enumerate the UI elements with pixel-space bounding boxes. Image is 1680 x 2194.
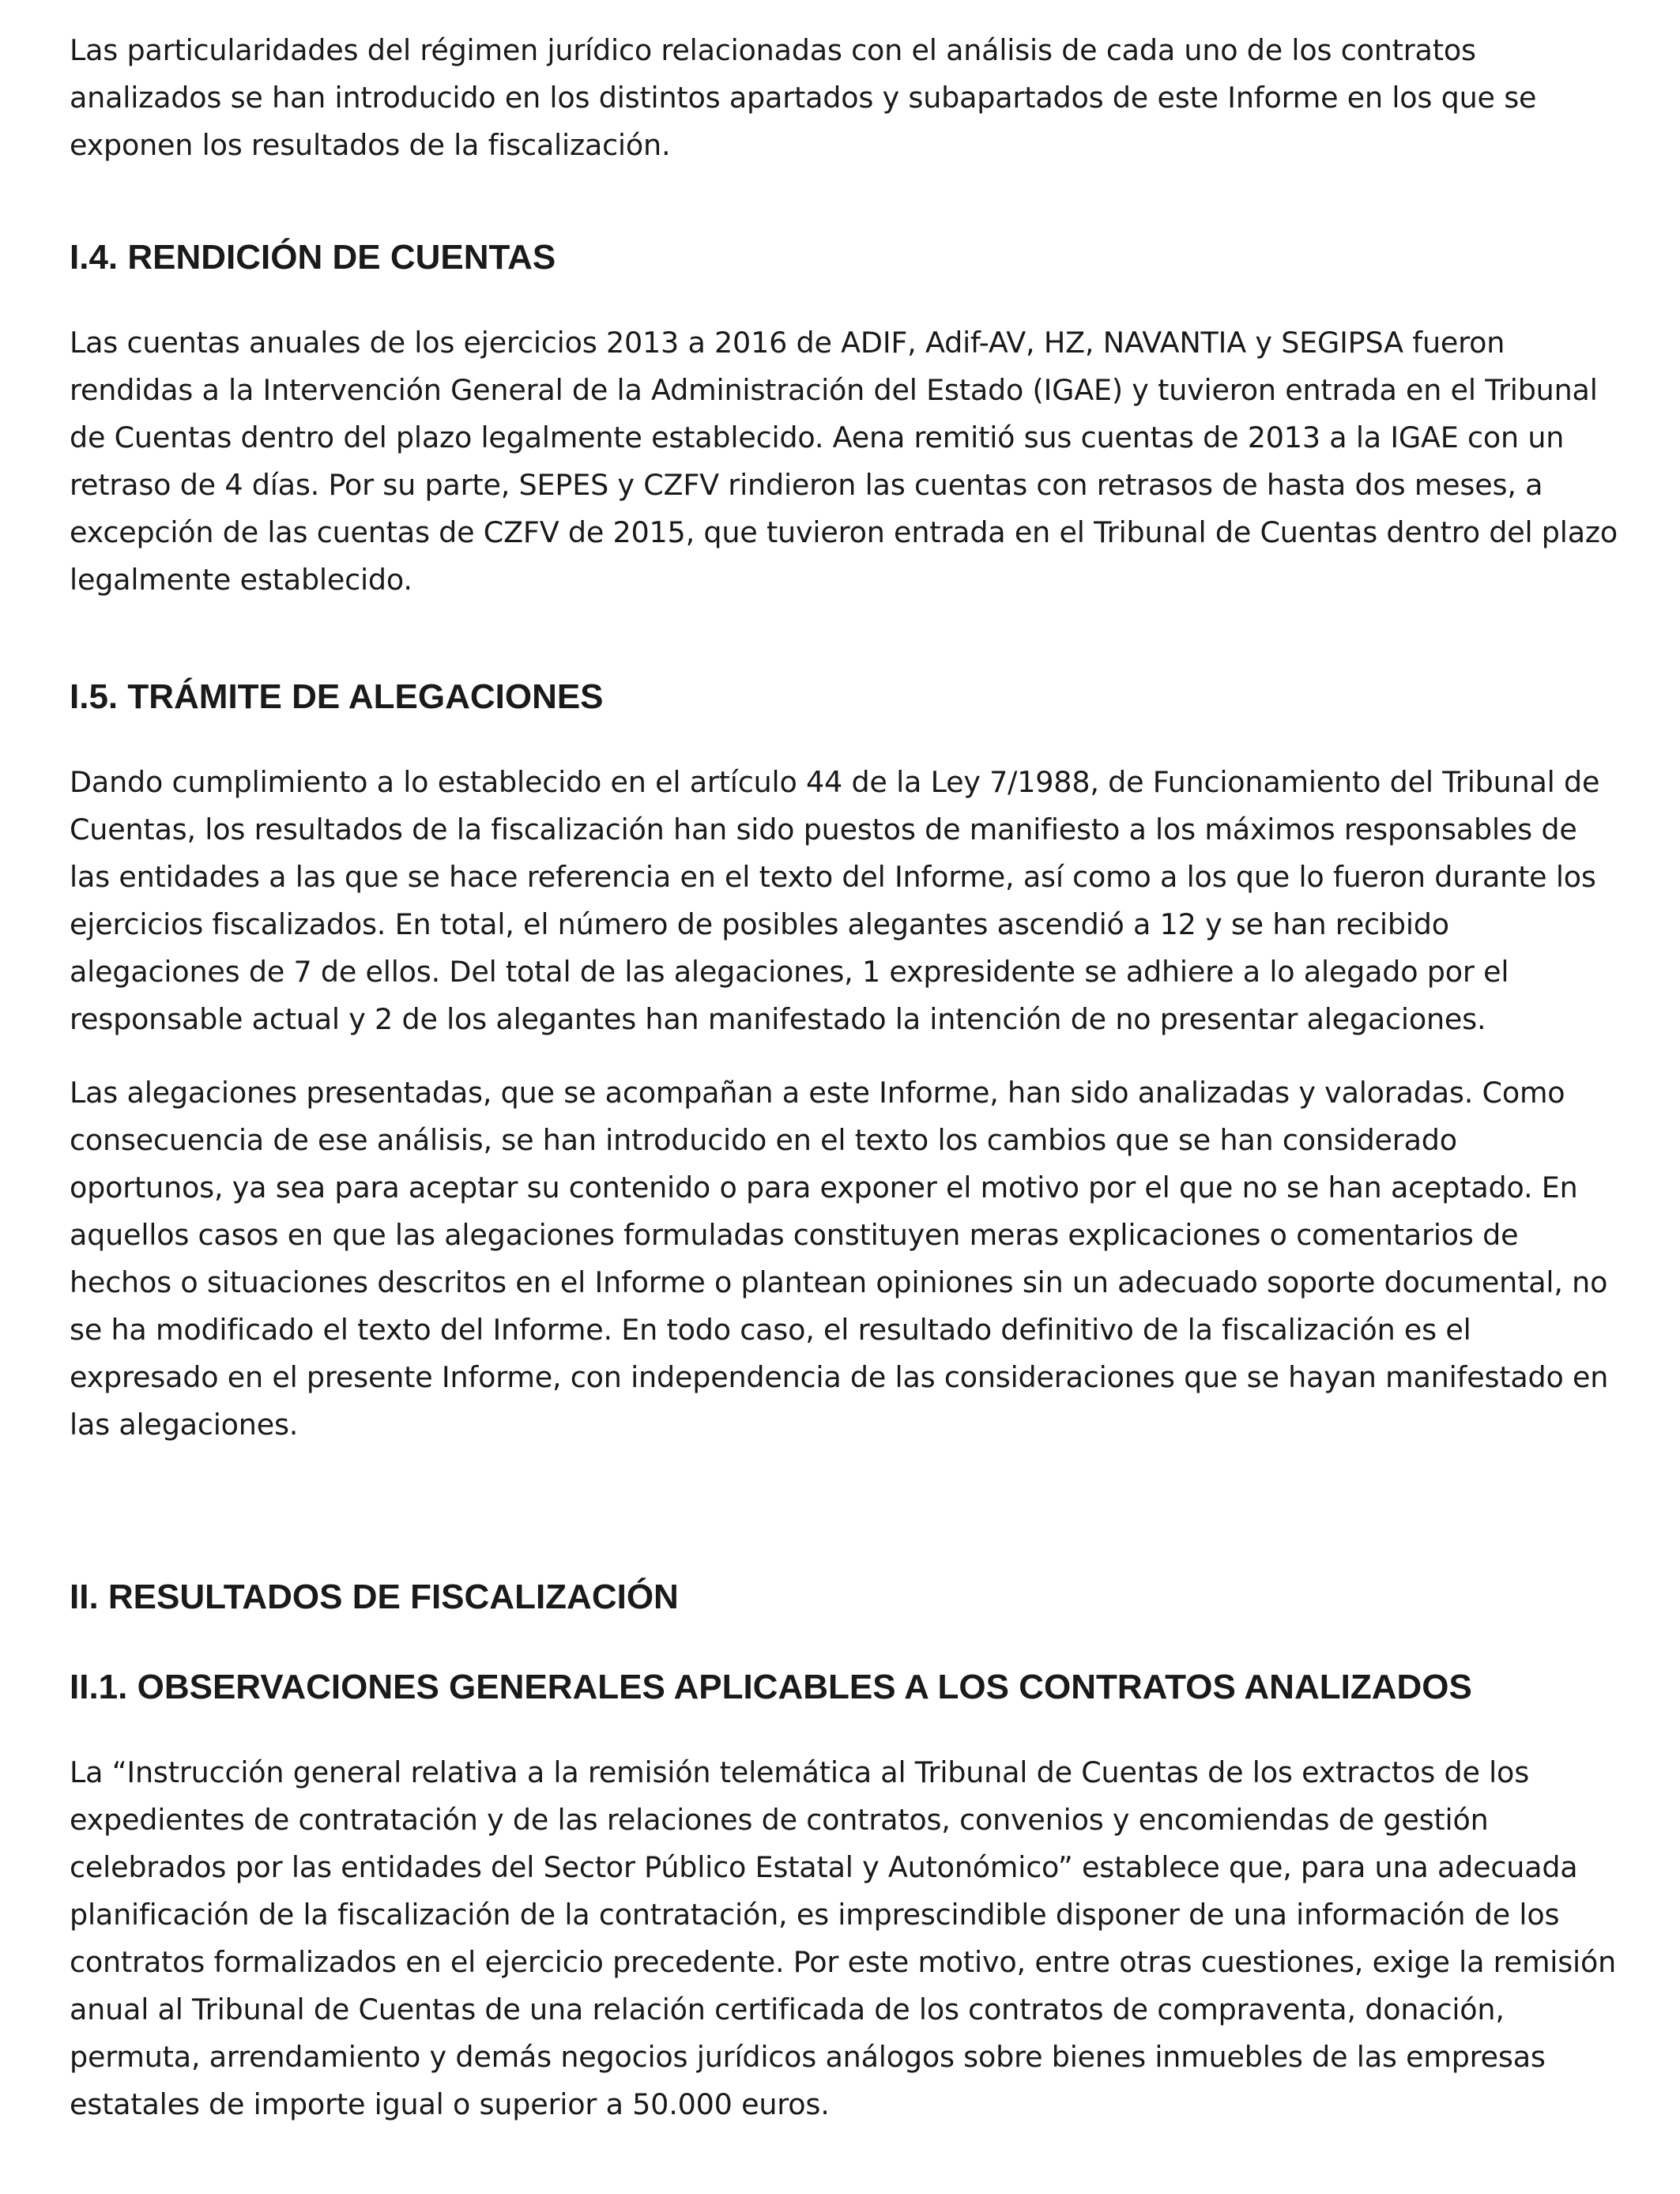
document-page xyxy=(70,27,1618,2128)
intro-paragraph: Las particularidades del régimen jurídico relacionadas con el análisis de cada uno de los contratos analizados se han introducido en los distintos apartados y subapartados de este Informe en los que se exponen los resultados de la fiscalización. xyxy=(70,33,1537,162)
alegaciones-paragraph-2: Las alegaciones presentadas, que se acompañan a este Informe, han sido analizadas y valoradas. Como consecuencia de ese análisis, se han introducido en el texto los cambios que se han considerado oportunos, ya sea para aceptar su contenido o para exponer el motivo por el que no se han aceptado. En aquellos casos en que las alegaciones formuladas constituyen meras explicaciones o comentarios de hechos o situaciones descritos en el Informe o plantean opiniones sin un adecuado soporte documental, no se ha modificado el texto del Informe. En todo caso, el resultado definitivo de la fiscalización es el expresado en el presente Informe, con independencia de las consideraciones que se hayan manifestado en las alegaciones. xyxy=(70,1076,1609,1442)
observaciones-paragraph: La “Instrucción general relativa a la remisión telemática al Tribunal de Cuentas de los extractos de los expedientes de contratación y de las relaciones de contratos, convenios y encomiendas de gestión celebrados por las entidades del Sector Público Estatal y Autonómico” establece que, para una adecuada planificación de la fiscalización de la contratación, es imprescindible disponer de una información de los contratos formalizados en el ejercicio precedente. Por este motivo, entre otras cuestiones, exige la remisión anual al Tribunal de Cuentas de una relación certificada de los contratos de compraventa, donación, permuta, arrendamiento y demás negocios jurídicos análogos sobre bienes inmuebles de las empresas estatales de importe igual o superior a 50.000 euros. xyxy=(70,1755,1617,2121)
section-heading-rendicion-de-cuentas: I.4. RENDICIÓN DE CUENTAS xyxy=(70,238,556,277)
rendicion-paragraph: Las cuentas anuales de los ejercicios 2013 a 2016 de ADIF, Adif-AV, HZ, NAVANTIA y SEGIPSA fueron rendidas a la Intervención General de la Administración del Estado (IGAE) y tuvieron entrada en el Tribunal de Cuentas dentro del plazo legalmente establecido. Aena remitió sus cuentas de 2013 a la IGAE con un retraso de 4 días. Por su parte, SEPES y CZFV rindieron las cuentas con retrasos de hasta dos meses, a excepción de las cuentas de CZFV de 2015, que tuvieron entrada en el Tribunal de Cuentas dentro del plazo legalmente establecido. xyxy=(70,326,1618,597)
section-heading-tramite-de-alegaciones: I.5. TRÁMITE DE ALEGACIONES xyxy=(70,677,604,716)
section-heading-resultados-de-fiscalizacion: II. RESULTADOS DE FISCALIZACIÓN xyxy=(70,1578,679,1616)
section-heading-observaciones-generales: II.1. OBSERVACIONES GENERALES APLICABLES A LOS CONTRATOS ANALIZADOS xyxy=(70,1668,1472,1706)
alegaciones-paragraph-1: Dando cumplimiento a lo establecido en el artículo 44 de la Ley 7/1988, de Funcionamiento del Tribunal de Cuentas, los resultados de la fiscalización han sido puestos de manifiesto a los máximos responsables de las entidades a las que se hace referencia en el texto del Informe, así como a los que lo fueron durante los ejercicios fiscalizados. En total, el número de posibles alegantes ascendió a 12 y se han recibido alegaciones de 7 de ellos. Del total de las alegaciones, 1 expresidente se adhiere a lo alegado por el responsable actual y 2 de los alegantes han manifestado la intención de no presentar alegaciones. xyxy=(70,765,1600,1036)
